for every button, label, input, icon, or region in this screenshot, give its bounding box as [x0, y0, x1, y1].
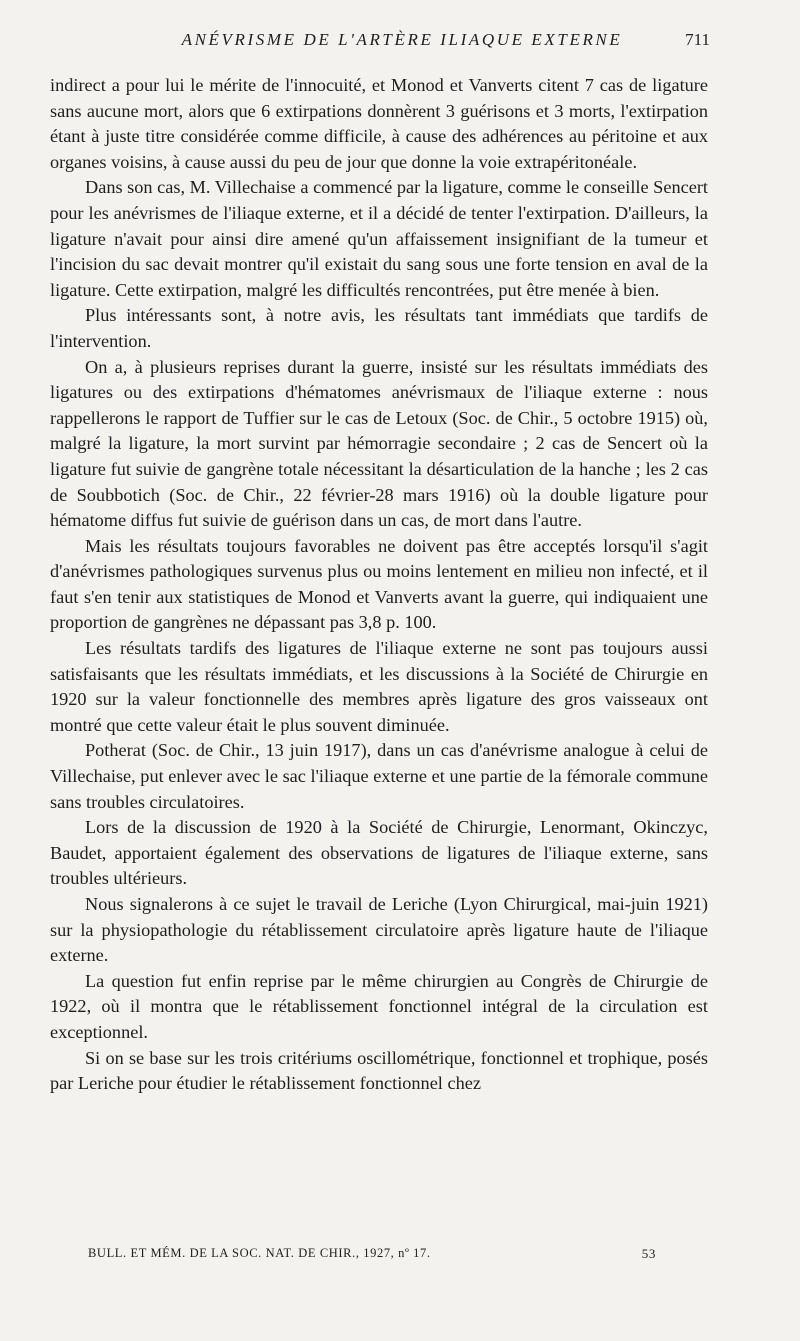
paragraph: Dans son cas, M. Villechaise a commencé par la ligature, comme le conseille Sencert pour les anévrismes de l'iliaque externe, et il a décidé de tenter l'extirpation. D'ailleurs, la ligature n'avait pour ainsi dire amené qu'un affaissement insignifiant de la tumeur et l'incision du sac devait montrer qu'il existait du sang sous une forte tension en aval de la ligature. Cette extirpation, malgré les difficultés rencontrées, put être menée à bien. [50, 177, 708, 300]
paragraph: La question fut enfin reprise par le même chirurgien au Congrès de Chirurgie de 1922, où il montra que le rétablissement fonctionnel intégral de la circulation est exceptionnel. [50, 970, 708, 1042]
paragraph: Nous signalerons à ce sujet le travail de Leriche (Lyon Chirurgical, mai-juin 1921) sur la physiopathologie du rétablissement circulatoire après ligature haute de l'iliaque externe. [50, 894, 708, 966]
paragraph: Lors de la discussion de 1920 à la Société de Chirurgie, Lenormant, Okinczyc, Baudet, apportaient également des observations de ligatures de l'iliaque externe, sans troubles ultérieurs. [50, 817, 708, 889]
paragraph: Potherat (Soc. de Chir., 13 juin 1917), dans un cas d'anévrisme analogue à celui de Villechaise, put enlever avec le sac l'iliaque externe et une partie de la fémorale commune sans troubles circulatoires. [50, 740, 708, 812]
paragraph: On a, à plusieurs reprises durant la guerre, insisté sur les résultats immédiats des ligatures ou des extirpations d'hématomes anévrismaux de l'iliaque externe : nous rappellerons le rapport de Tuffier sur le cas de Letoux (Soc. de Chir., 5 octobre 1915) où, malgré la ligature, la mort survint par hémorragie secondaire ; 2 cas de Sencert où la ligature fut suivie de gangrène totale nécessitant la désarticulation de la hanche ; les 2 cas de Soubbotich (Soc. de Chir., 22 février-28 mars 1916) où la double ligature pour hématome diffus fut suivie de guérison dans un cas, de mort dans l'autre. [50, 356, 708, 531]
paragraph: Mais les résultats toujours favorables ne doivent pas être acceptés lorsqu'il s'agit d'anévrismes pathologiques survenus plus ou moins lentement en milieu non infecté, et il faut s'en tenir aux statistiques de Monod et Vanverts avant la guerre, qui indiquaient une proportion de gangrènes ne dépassant pas 3,8 p. 100. [50, 535, 708, 633]
paragraph: Les résultats tardifs des ligatures de l'iliaque externe ne sont pas toujours aussi satisfaisants que les résultats immédiats, et les discussions à la Société de Chirurgie en 1920 sur la valeur fonctionnelle des membres après ligature des gros vaisseaux ont montré que cette valeur était le plus souvent diminuée. [50, 638, 708, 735]
running-head [50, 30, 710, 56]
paragraph: Plus intéressants sont, à notre avis, les résultats tant immédiats que tardifs de l'intervention. [50, 305, 708, 351]
running-title: ANÉVRISME DE L'ARTÈRE ILIAQUE EXTERNE [181, 30, 623, 49]
footer-reference: BULL. ET MÉM. DE LA SOC. NAT. DE CHIR., 1927, nº 17. [88, 1246, 431, 1260]
body-text [50, 73, 708, 1097]
signature-number: 53 [641, 1246, 656, 1261]
paragraph: Si on se base sur les trois critériums oscillométrique, fonctionnel et trophique, posés par Leriche pour étudier le rétablissement fonctionnel chez [50, 1047, 708, 1094]
paragraph: indirect a pour lui le mérite de l'innocuité, et Monod et Vanverts citent 7 cas de ligature sans aucune mort, alors que 6 extirpations donnèrent 3 guérisons et 3 morts, l'extirpation étant à juste titre considérée comme difficile, à cause des adhérences au péritoine et aux organes voisins, à cause aussi du peu de jour que donne la voie extrapéritonéale. [50, 75, 708, 172]
page-footer [88, 1246, 656, 1268]
page-number: 711 [685, 30, 710, 49]
